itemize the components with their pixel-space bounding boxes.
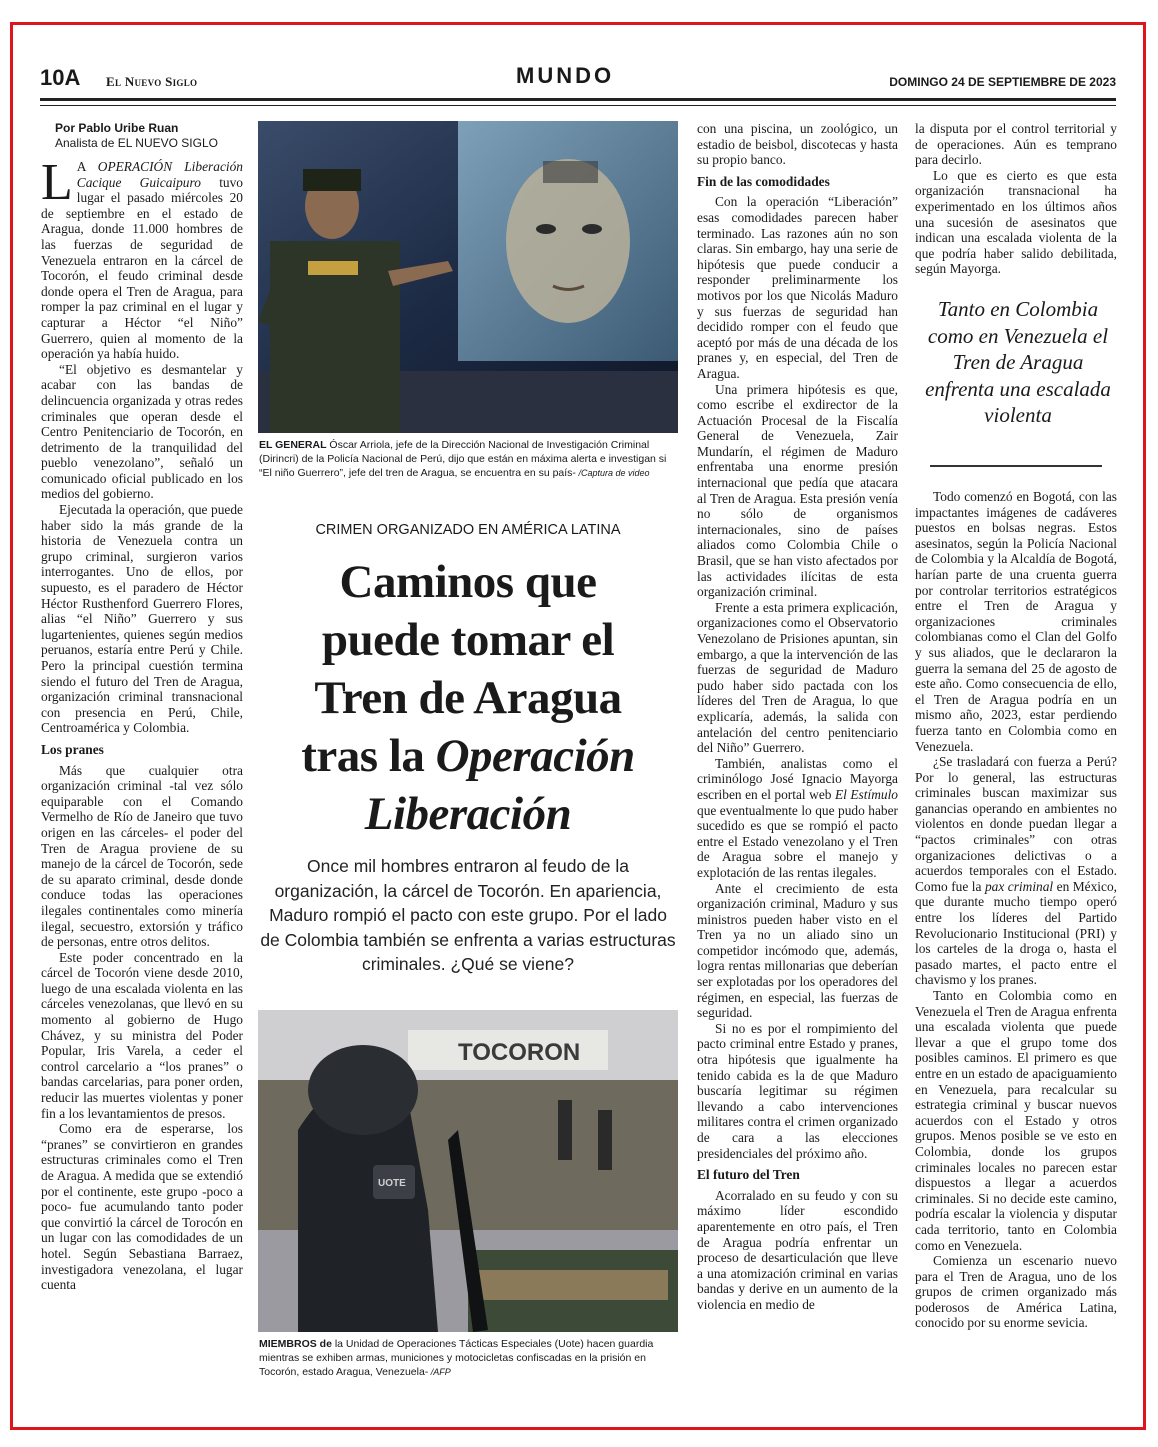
paragraph: la disputa por el control territorial y de operaciones. Aún es temprano para decirlo. bbox=[915, 121, 1117, 168]
pull-quote-rule bbox=[930, 465, 1102, 467]
pull-quote: Tanto en Colombia como en Venezuela el Tren de Aragua enfrenta una escalada violenta bbox=[925, 297, 1111, 427]
section-title: MUNDO bbox=[516, 63, 615, 88]
photo-credit: /AFP bbox=[428, 1367, 451, 1377]
paragraph: Lo que es cierto es que esta organización transnacional ha experimentado en los últimos años una sucesión de asesinatos que indican una escalada violenta de la que podría haber salido debilitada, según Mayorga. bbox=[915, 167, 1117, 277]
caption-lead: EL GENERAL bbox=[259, 439, 327, 451]
caption-lead: MIEMBROS de bbox=[259, 1338, 332, 1350]
paragraph: Acorralado en su feudo y con su máximo líder escondido aparentemente en otro país, el Tren de Aragua podría enfrentar un proceso de desarticulación que lleve a una atomización criminal en varias bandas y derive en un aumento de la violencia en medio de bbox=[697, 1187, 898, 1312]
paragraph: Comienza un escenario nuevo para el Tren de Aragua, uno de los grupos de crimen organizado más poderosos de América Latina, conocido por su enorme sevicia. bbox=[915, 1253, 1117, 1331]
page-header bbox=[40, 63, 1116, 97]
paragraph: Ejecutada la operación, que puede haber sido la más grande de la historia de Venezuela contra un grupo criminal, surgieron varios interrogantes. Uno de ellos, por supuesto, es el paradero de Héctor Héctor Rusthenford Guerrero Flores, alias “el Niño” Guerrero y sus lugartenientes, quienes según medios peruanos, estaría entre Perú y Chile. Pero la principal cuestión termina siendo el futuro del Tren de Aragua, organización criminal transnacional con presencia en Perú, Chile, Centroamérica y Colombia. bbox=[41, 502, 243, 736]
deck: Once mil hombres entraron al feudo de la organización, la cárcel de Tocorón. En apariencia, Maduro rompió el pacto con este grupo. Por el lado de Colombia también se enfrenta a varias estructuras criminales. ¿Qué se viene? bbox=[260, 856, 676, 974]
patch-text: UOTE bbox=[378, 1178, 406, 1189]
column-3 bbox=[697, 121, 898, 1313]
paragraph: Ante el crecimiento de esta organización criminal, Maduro y sus ministros pueden haber visto en el Tren ya no un aliado sino un competidor incómodo que, además, logra rentas millonarias que deberían ser explotadas por los operadores del régimen, en especial, las fuerzas de seguridad. bbox=[697, 880, 898, 1021]
headline: Caminos que puede tomar el Tren de Aragua tras la Operación Liberación bbox=[301, 556, 635, 840]
byline-role: Analista de EL NUEVO SIGLO bbox=[55, 136, 218, 150]
paragraph: con una piscina, un zoológico, un estadio de beisbol, discotecas y hasta su propio banco. bbox=[697, 121, 898, 168]
byline bbox=[41, 121, 243, 151]
sign-text: TOCORON bbox=[458, 1039, 581, 1066]
paragraph: Frente a esta primera explicación, organizaciones como el Observatorio Venezolano de Prisiones apuntan, sin embargo, a que la intervención de las fuerzas de seguridad de Maduro pudo haber sido pactada con los líderes del Tren de Aragua, lo que explicaría, además, la salida con antelación del centro penitenciario del Niño” Guerrero. bbox=[697, 599, 898, 756]
photo-uote bbox=[258, 1010, 678, 1332]
subhead: Fin de las comodidades bbox=[697, 173, 830, 189]
caption-photo-general: EL GENERAL Óscar Arriola, jefe de la Dirección Nacional de Investigación Criminal (Dirincri) de la Policía Nacional de Perú, dijo que están en máxima alerta e investigan si “El niño Guerrero”, jefe del tren de Aragua, se encuentra en su país- /Captura de video bbox=[259, 439, 667, 479]
publication-name: El Nuevo Siglo bbox=[106, 74, 198, 89]
page-number: 10A bbox=[40, 65, 81, 90]
header-rule bbox=[40, 98, 1116, 106]
paragraph: Como era de esperarse, los “pranes” se convirtieron en grandes estructuras criminales como el Tren de Aragua. A medida que se extendió por el continente, este grupo -poco a poco- fue acumulando tanto poder que convirtió la cárcel de Torocón en un lugar con las comodidades de un hotel. Según Sebastiana Barraez, investigadora venezolana, el lugar cuenta bbox=[41, 1121, 243, 1293]
photo-general-image bbox=[258, 121, 678, 433]
paragraph: “El objetivo es desmantelar y acabar con las bandas de delincuencia organizada y otras redes criminales que operan desde el Centro Penitenciario de Tocorón, en detrimento de la tranquilidad del pueblo venezolano”, señaló un comunicado oficial publicado en los medios del gobierno. bbox=[41, 361, 243, 502]
subhead: Los pranes bbox=[41, 741, 104, 757]
issue-date: DOMINGO 24 DE SEPTIEMBRE DE 2023 bbox=[889, 75, 1116, 89]
paragraph: Si no es por el rompimiento del pacto criminal entre Estado y pranes, otra hipótesis que igualmente ha tenido cabida es la de que Maduro buscaría legitimar su régimen llevando a cabo intervenciones militares contra el crimen organizado de cara a las elecciones presidenciales del próximo año. bbox=[697, 1020, 898, 1161]
paragraph: Una primera hipótesis es que, como escribe el exdirector de la Actuación Procesal de la Fiscalía General de Venezuela, Zair Mundarín, el régimen de Maduro enfrentaba una enorme presión internacional que pedía que atacara al Tren de Aragua. Esta presión venía no sólo de organismos internacionales, sino de países aliados como Colombia Chile o Brasil, que se han visto afectados por las actividades ilícitas de esta organización criminal. bbox=[697, 381, 898, 600]
paragraph: L A OPERACIÓN Liberación Cacique Guicaipuro tuvo lugar el pasado miércoles 20 de septiembre en el estado de Aragua, donde 11.000 hombres de las fuerzas de seguridad de Venezuela entraron en la cárcel de Tocorón, el feudo criminal desde donde opera el Tren de Aragua, para romper la paz criminal en el lugar y capturar a Héctor “el Niño” Guerrero, quien al momento de la operación ya había huido. bbox=[41, 154, 244, 362]
subhead: El futuro del Tren bbox=[697, 1167, 800, 1183]
photo-uote-image bbox=[258, 1010, 678, 1332]
kicker: CRIMEN ORGANIZADO EN AMÉRICA LATINA bbox=[315, 522, 621, 538]
paragraph: Con la operación “Liberación” esas comodidades parecen haber terminado. Las razones aún no son claras. Sin embargo, hay una serie de hipótesis que puede conducir a responder preliminarmente los motivos por los que Nicolás Maduro y sus fuerzas de seguridad han decidido romper con el feudo que aceptó por más de una década de los pranes y, en especial, del Tren de Aragua. bbox=[697, 194, 898, 381]
paragraph: Más que cualquier otra organización criminal -tal vez sólo equiparable con el Comando Vermelho de Río de Janeiro que tuvo origen en las cárceles- el poder del Tren de Aragua proviene de su manejo de la cárcel de Tocorón, sede de su aparato criminal, desde donde conduce todas las operaciones ilegales continentales como minería ilegal, secuestro, extorsión y tráfico de personas, entre otros delitos. bbox=[41, 762, 243, 950]
drop-cap: L bbox=[41, 154, 73, 211]
column-4-bottom bbox=[915, 489, 1117, 1331]
caption-photo-uote: MIEMBROS de la Unidad de Operaciones Tácticas Especiales (Uote) hacen guardia mientras se exhiben armas, municiones y motocicletas confiscadas en la prisión en Tocorón, estado Aragua, Venezuela- /AFP bbox=[259, 1338, 654, 1378]
paragraph: Todo comenzó en Bogotá, con las impactantes imágenes de cadáveres puestos en bolsas negras. Estos asesinatos, según la Policía Nacional de Colombia y la Alcaldía de Bogotá, harían parte de una cruenta guerra por controlar territorios estratégicos entre el Tren de Aragua y organizaciones criminales colombianas como el Clan del Golfo y sus aliados, que le declararon la guerra la semana del 25 de agosto de este año. Como consecuencia de ello, el Tren de Aragua podría en un mismo año, 2023, estar perdiendo fuerza tanto en Colombia como en Venezuela. bbox=[915, 489, 1117, 754]
byline-author: Por Pablo Uribe Ruan bbox=[55, 121, 179, 135]
column-4-top bbox=[915, 121, 1117, 277]
column-1 bbox=[41, 121, 243, 1293]
paragraph: ¿Se trasladará con fuerza a Perú? Por lo general, las estructuras criminales buscan maximizar sus ganancias operando en ambientes no violentos en donde puedan llegar a “pactos criminales” con otras organizaciones delictivas o a acuerdos temporales con el Estado. Como fue la pax criminal en México, que durante mucho tiempo operó entre los líderes del Partido Revolucionario Institucional (PRI) y los carteles de la droga o, hasta el pasado martes, el pacto entre el chavismo y los pranes. bbox=[915, 754, 1118, 988]
paragraph: Este poder concentrado en la cárcel de Tocorón viene desde 2010, luego de una escalada violenta en las cárceles venezolanas, que llevó en su momento al gobierno de Hugo Chávez, y su ministra del Poder Popular, Iris Varela, a ceder el control carcelario a “los pranes” o bandas carcelarias, para poner orden, reducir las muertes violentas y poner fin a los levantamientos de presos. bbox=[41, 949, 243, 1121]
photo-general bbox=[258, 121, 678, 433]
paragraph: También, analistas como el criminólogo José Ignacio Mayorga escriben en el portal web El Estímulo que eventualmente lo que pudo haber sucedido es que se rompió el pacto entre el Estado venezolano y el Tren de Aragua sobre el manejo y explotación de las rentas ilegales. bbox=[697, 755, 898, 880]
photo-credit: /Captura de video bbox=[575, 468, 650, 478]
paragraph: Tanto en Colombia como en Venezuela el Tren de Aragua enfrenta una escalada violenta que puede llevar a que el grupo tome dos posibles caminos. El primero es que entre en un estado de apaciguamiento en Venezuela, para recalcular su estrategia criminal y buscar nuevos acuerdos con el Estado y otros grupos. Menos posible se ve esto en Colombia, donde los grupos criminales locales no parecen estar dispuestos a llegar a acuerdos criminales. Si no decide este camino, podría escalar la violencia y disputar cada territorio, tanto en Colombia como en Venezuela. bbox=[915, 988, 1117, 1253]
